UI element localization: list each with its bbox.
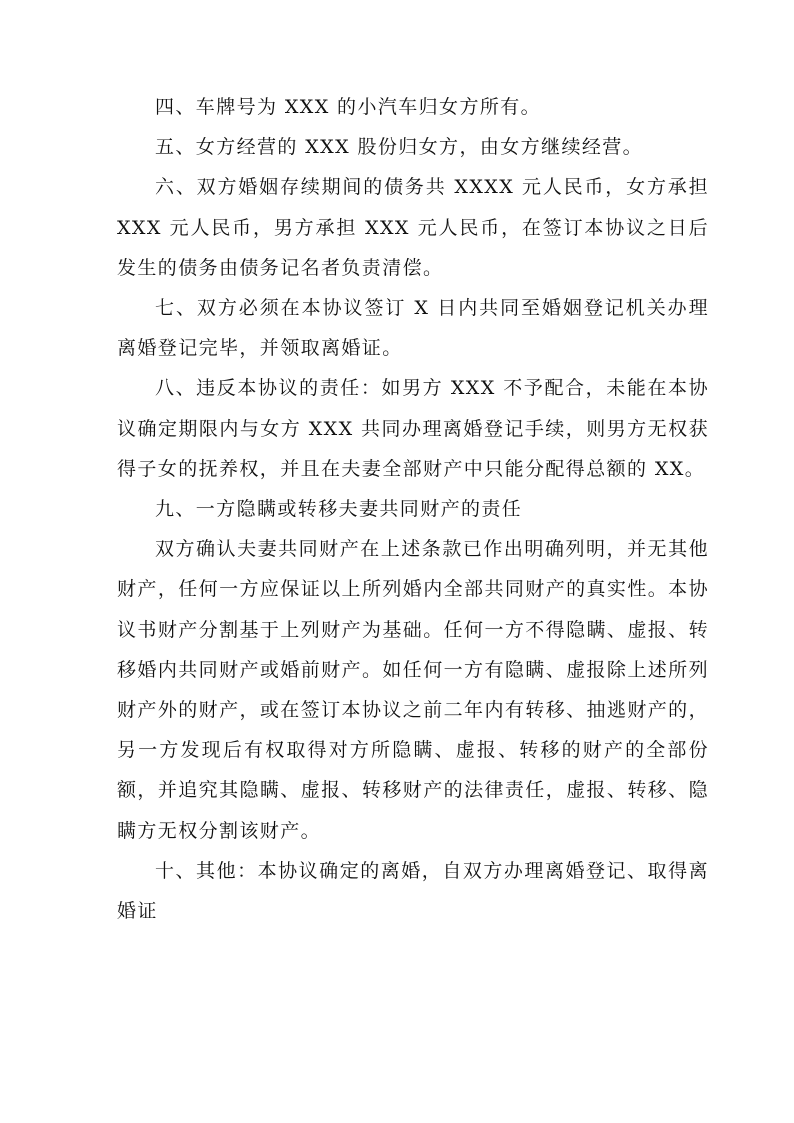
paragraph-clause-9-heading: 九、一方隐瞒或转移夫妻共同财产的责任 [155,498,523,521]
paragraph-clause-8: 八、违反本协议的责任：如男方 XXX 不予配合，未能在本协议确定期限内与女方 XXX 共同办理离婚登记手续，则男方无权获得子女的抚养权，并且在夫妻全部财产中只能分配得总额的 XX。 [117,377,709,480]
paragraph-clause-10: 十、其他：本协议确定的离婚，自双方办理离婚登记、取得离婚证 [117,859,709,923]
paragraph-clause-7: 七、双方必须在本协议签订 X 日内共同至婚姻登记机关办理离婚登记完毕，并领取离婚证。 [117,297,709,360]
paragraph-clause-6: 六、双方婚姻存续期间的债务共 XXXX 元人民币，女方承担 XXX 元人民币，男方承担 XXX 元人民币，在签订本协议之日后发生的债务由债务记名者负责清偿。 [117,176,717,279]
paragraph-clause-9-body: 双方确认夫妻共同财产在上述条款已作出明确列明，并无其他财产，任何一方应保证以上所列婚内全部共同财产的真实性。本协议书财产分割基于上列财产为基础。任何一方不得隐瞒、虚报、转移婚内共同财产或婚前财产。如任何一方有隐瞒、虚报除上述所列财产外的财产，或在签订本协议之前二年内有转移、抽逃财产的，另一方发现后有权取得对方所隐瞒、虚报、转移的财产的全部份额，并追究其隐瞒、虚报、转移财产的法律责任，虚报、转移、隐瞒方无权分割该财产。 [117,538,709,842]
paragraph-clause-4: 四、车牌号为 XXX 的小汽车归女方所有。 [155,96,542,118]
document-body [117,87,717,931]
paragraph-clause-5: 五、女方经营的 XXX 股份归女方，由女方继续经营。 [155,136,644,159]
